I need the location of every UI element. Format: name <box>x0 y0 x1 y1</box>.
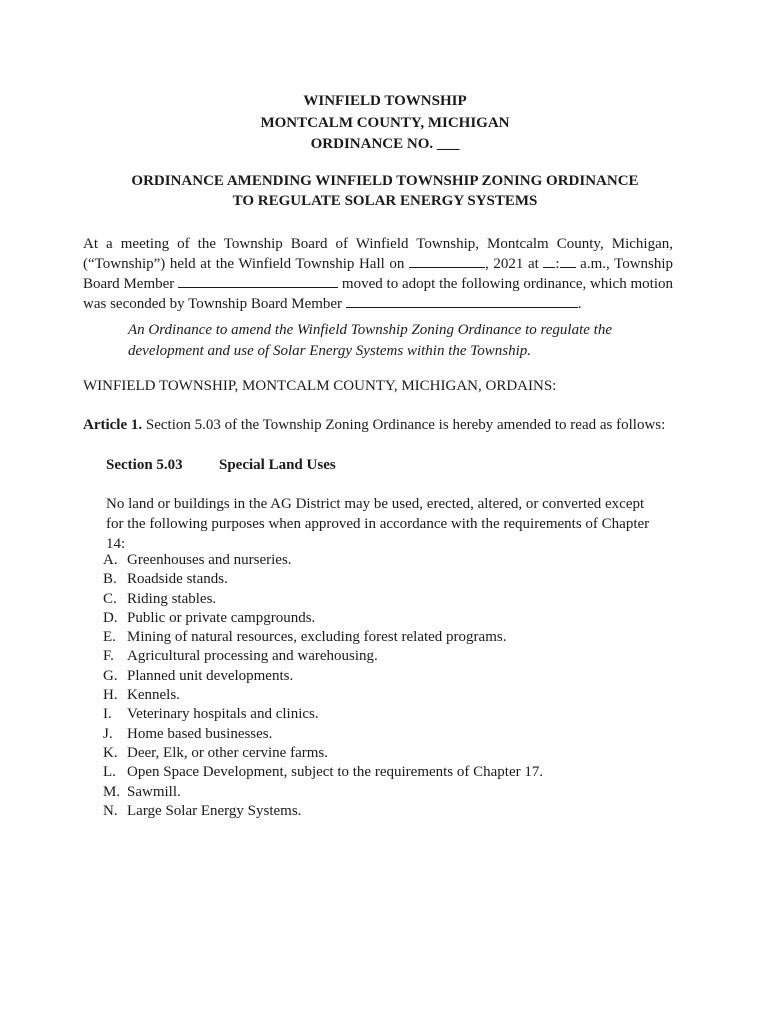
list-item-text: Kennels. <box>127 687 180 704</box>
list-item-text: Open Space Development, subject to the requirements of Chapter 17. <box>127 764 544 781</box>
list-item-text: Planned unit developments. <box>127 667 294 684</box>
intro-text-6: . <box>577 296 582 312</box>
list-item <box>103 705 543 724</box>
list-item-letter: E. <box>103 629 116 646</box>
township-name: WINFIELD TOWNSHIP <box>303 93 467 109</box>
list-item-text: Roadside stands. <box>127 571 228 588</box>
intro-text-5: moved to adopt the following ordinance, which motion was seconded by Township Board Member <box>83 276 674 312</box>
ordinance-number: ORDINANCE NO. ___ <box>310 136 460 152</box>
ordinance-title-line-1: ORDINANCE AMENDING WINFIELD TOWNSHIP ZONING ORDINANCE <box>131 173 639 189</box>
list-item <box>103 802 543 821</box>
intro-text-4: a.m., Township Board Member <box>83 256 674 292</box>
list-item <box>103 628 543 647</box>
seconding-member-blank <box>346 294 578 308</box>
meeting-hour-blank <box>543 254 555 268</box>
list-item-text: Home based businesses. <box>127 725 273 742</box>
list-item <box>103 686 543 705</box>
list-item-letter: C. <box>103 590 117 607</box>
section-number: Section 5.03 <box>106 457 183 473</box>
list-item-text: Mining of natural resources, excluding forest related programs. <box>127 629 507 646</box>
list-item-text: Agricultural processing and warehousing. <box>127 648 378 665</box>
list-item-text: Large Solar Energy Systems. <box>127 802 302 819</box>
ordinance-title-line-2: TO REGULATE SOLAR ENERGY SYSTEMS <box>232 193 538 209</box>
meeting-minute-blank <box>560 254 576 268</box>
meeting-paragraph <box>83 234 673 314</box>
list-item-letter: H. <box>103 687 118 704</box>
ordinance-purpose: An Ordinance to amend the Winfield Township Zoning Ordinance to regulate the development and use of Solar Energy Systems within the Township. <box>128 322 612 359</box>
list-item-letter: G. <box>103 667 118 684</box>
meeting-date-blank <box>409 254 485 268</box>
list-item <box>103 725 543 744</box>
intro-text-3: : <box>555 256 560 272</box>
list-item <box>103 744 543 763</box>
section-title: Special Land Uses <box>219 457 336 473</box>
list-item <box>103 609 543 628</box>
list-item <box>103 783 543 802</box>
moving-member-blank <box>178 274 338 288</box>
section-body: No land or buildings in the AG District may be used, erected, altered, or converted except for the following purposes when approved in accordance with the requirements of Chapter 14: <box>106 496 650 552</box>
list-item-letter: J. <box>103 725 113 742</box>
list-item-letter: L. <box>103 764 116 781</box>
special-land-uses-list <box>103 551 543 821</box>
list-item <box>103 590 543 609</box>
article-label: Article 1. <box>83 417 143 433</box>
list-item <box>103 647 543 666</box>
article-1 <box>83 417 665 434</box>
list-item-text: Deer, Elk, or other cervine farms. <box>127 744 328 761</box>
intro-text-2: , 2021 at <box>485 256 539 272</box>
ordains-statement: WINFIELD TOWNSHIP, MONTCALM COUNTY, MICHIGAN, ORDAINS: <box>83 378 557 394</box>
list-item-text: Public or private campgrounds. <box>127 609 316 626</box>
list-item <box>103 763 543 782</box>
list-item-letter: D. <box>103 609 118 626</box>
county-name: MONTCALM COUNTY, MICHIGAN <box>260 115 510 131</box>
list-item-letter: I. <box>103 706 112 723</box>
list-item-letter: K. <box>103 744 118 761</box>
list-item-text: Veterinary hospitals and clinics. <box>127 706 319 723</box>
list-item-text: Riding stables. <box>127 590 217 607</box>
list-item <box>103 667 543 686</box>
list-item-text: Greenhouses and nurseries. <box>127 552 292 568</box>
list-item <box>103 570 543 589</box>
article-text: Section 5.03 of the Township Zoning Ordinance is hereby amended to read as follows: <box>145 417 666 433</box>
list-item-text: Sawmill. <box>127 783 181 800</box>
list-item-letter: B. <box>103 571 117 588</box>
list-item <box>103 551 543 570</box>
list-item-letter: F. <box>103 648 114 665</box>
intro-text-1: At a meeting of the Township Board of Winfield Township, Montcalm County, Michigan, (“Township”) held at the Winfield Township Hall on <box>83 236 673 272</box>
list-item-letter: M. <box>103 783 121 800</box>
list-item-letter: A. <box>103 552 118 568</box>
list-item-letter: N. <box>103 802 118 819</box>
